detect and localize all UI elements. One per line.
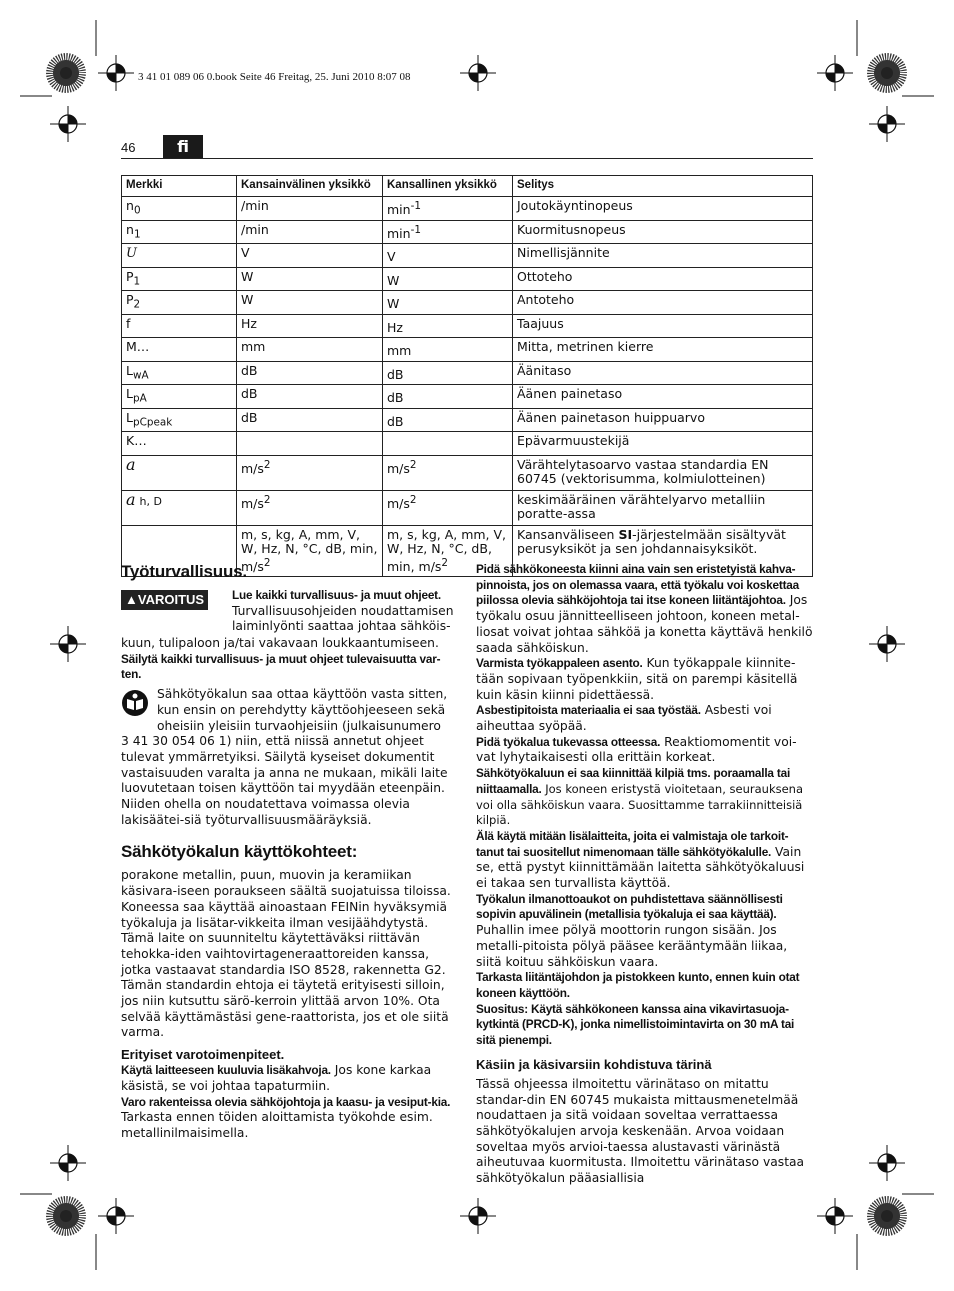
symbol-cell [122,314,237,338]
rule-bold: Työkalun ilmanottoaukot on puhdistettava säännöllisesti sopivin apuvälinein (metallisia työkaluja ei saa käyttää). [476,891,783,922]
special-text: Tarkasta ennen töiden aloittamista työkohde esim. metallinilmaisimella. [121,1110,433,1140]
symbol-cell [122,385,237,409]
intl-unit: dB [237,408,383,432]
manual-text: Sähkötyökalun saa ottaa käyttöön vasta sitten, kun ensin on perehdytty käyttöohjeeseen sekä oheisiin yleisiin turvaohjeisiin (julkaisunumero [157,687,448,733]
description: keskimääräinen värähtelyarvo metalliin poratte-assa [513,490,813,525]
keep-instructions-bold: Säilytä kaikki turvallisuus- ja muut ohjeet tulevaisuutta var-ten. [121,651,441,682]
national-unit: W [387,272,400,288]
subheading-special: Erityiset varotoimenpiteet. [121,1047,285,1063]
symbol-cell [122,244,237,268]
description: Mitta, metrinen kierre [513,338,813,362]
national-unit: Hz [387,319,403,335]
symbol-sub: 2 [133,298,141,311]
warning-bold-text: Lue kaikki turvallisuus- ja muut ohjeet. [232,588,441,602]
symbol: U [126,246,137,261]
rule-bold: Asbestipitoista materiaalia ei saa työstää. [476,703,701,718]
rule-text: Jos työkalu osuu jännitteelliseen johtoon, koneen metal-liosat voivat johtaa sähköä ja konetta käyttävä henkilö saada sähköiskun. [476,593,813,655]
national-unit-cell [383,385,513,409]
description: Äänen painetaso [513,385,813,409]
unit-sup: 2 [263,458,271,471]
table-row [122,197,813,221]
description: Kansanväliseen [517,526,619,542]
vibration-text: Tässä ohjeessa ilmoitettu värinätaso on mitattu standar-din EN 60745 mukaista mittausmenetelmää noudattaen ja sitä voidaan soveltaa verrattaessa sähkötyökalujen arvoja keskenään. Arvoa voidaan soveltaa myös arvioi-taessa alustavasti värinästä aiheutuvaa kuormitusta. Ilmoitettu värinätaso vastaa sähkötyökalun pääasiallisia [476,1076,805,1186]
book-file-line: 3 41 01 089 06 0.book Seite 46 Freitag, 25. Juni 2010 8:07 08 [138,71,411,83]
unit: m/s [387,460,410,476]
rule-text: Vain se, että pystyt kiinnittämään laitetta sähkötyökaluusi ei takaa sen turvallista käyttöä. [476,844,805,891]
national-unit-cell [383,244,513,268]
symbol-cell [122,267,237,291]
description: Nimellisjännite [513,244,813,268]
manual-note [121,687,457,734]
intl-unit: W [237,267,383,291]
table-row [122,490,813,525]
intl-unit: W [237,291,383,315]
unit: m/s [387,495,410,511]
unit-sup: 2 [263,493,271,506]
symbol-sub: pCpeak [132,416,173,428]
unit-sup: 2 [263,556,271,569]
symbol: P [126,292,134,307]
symbol-sub: 1 [133,275,141,287]
table-row [122,314,813,338]
national-unit-cell [383,338,513,362]
description: Värähtelytasoarvo vastaa standardia EN 60745 (vektorisumma, kolmiulotteinen) [513,455,813,490]
description: Joutokäyntinopeus [513,197,813,221]
national-unit: min [387,202,411,218]
special-text: Jos kone karkaa käsistä, se voi johtaa tapaturmiin. [121,1063,432,1093]
description: Äänen painetason huippuarvo [513,408,813,432]
symbol-cell [122,432,237,456]
header-rule [121,158,813,159]
intl-unit: Hz [237,314,383,338]
description-bold: SI [618,526,633,542]
symbol-cell [122,361,237,385]
unit-sup: 2 [409,458,417,471]
usage-text-generator: Tämä laite on suunniteltu käytettäväksi riittävän tehokka-iden vaihtovirtageneraattoreiden kanssa, jotka vastaavat standardia ISO 8528, rakennetta G2. Tämän standardin ehtoja ei täytetä erityisesti silloin, jos niin kutsuttu särö-kerroin ylittää arvon 10%. Ota selvää käyttämästäsi gene-raattorista, jos et ole siitä varma. [121,931,449,1040]
rule-bold: Varmista työkappaleen asento. [476,656,643,671]
language-tab: fi [163,135,203,158]
symbol-a: a [126,489,136,509]
page-number: 46 [121,140,136,155]
rule-text: Jos koneen eristystä vioitetaan, seurauksena voi olla sähköiskun vaara. Suosittamme tarrakiinnitteisiä kilpiä. [476,781,803,828]
table-row [122,455,813,490]
rule-text: Puhallin imee pölyä moottorin rungon sisään. Jos metalli-pitoista pölyä pääsee kerääntymään liikaa, siitä koituu sähköiskun vaara. [476,923,788,969]
col-header: Kansainvälinen yksikkö [237,176,383,197]
symbol-cell [122,220,237,244]
warning-text: Turvallisuusohjeiden noudattamisen laiminlyönti saattaa johtaa sähköis- [232,603,454,634]
table-row [122,338,813,362]
national-unit-cell [383,408,513,432]
warning-badge [121,590,208,610]
col-header: Kansallinen yksikkö [383,176,513,197]
description: Kuormitusnopeus [513,220,813,244]
symbol: L [126,362,133,378]
unit-sup: 2 [409,493,417,506]
unit: m/s [241,460,264,476]
rule-bold: Tarkasta liitäntäjohdon ja pistokkeen kunto, ennen kuin otat koneen käyttöön. [476,970,800,1000]
symbol-sub: 0 [133,204,141,217]
table-row [122,408,813,432]
description: -järjestelmään sisältyvät perusyksiköt ja sen johdannaisyksiköt. [517,526,786,556]
national-unit: dB [387,413,404,429]
right-column [476,562,813,1187]
rule-bold: Älä käytä mitään lisälaitteita, joita ei valmistaja ole tarkoit-tanut tai suositellut nimenomaan tälle sähkötyökalulle. [476,828,789,859]
table-row [122,361,813,385]
warning-label: VAROITUS [137,592,205,607]
symbol: L [126,409,133,425]
table-row [122,220,813,244]
national-unit-cell [383,267,513,291]
subheading-vibration: Käsiin ja käsivarsiin kohdistuva tärinä [476,1056,712,1072]
rule-text: Reaktiomomentit voi-vat lyhytaikaisesti olla erittäin korkeat. [476,734,797,765]
national-unit-cell [383,314,513,338]
rule-text: Kun työkappale kiinnite-tään sopivaan työpenkkiin, sitä on parempi käsitellä kuin käsin kiinni pidettäessä. [476,656,798,702]
unit: m/s [241,495,264,511]
rule-bold: Suositus: Käytä sähkökoneen kanssa aina vikavirtasuoja-kytkintä (PRCD-K), jonka nimellistoimintavirta on 30 mA tai sitä pienempi. [476,1001,795,1048]
left-column [121,562,457,1142]
unit: m, s, kg, A, mm, V, W, Hz, N, °C, dB, min, m/s [387,526,507,574]
national-unit-cell [383,291,513,315]
section-heading-usage: Sähkötyökalun käyttökohteet: [121,842,358,862]
rule-bold: Pidä työkalua tukevassa otteessa. [476,734,661,749]
national-unit: V [387,249,396,265]
intl-unit: V [237,244,383,268]
national-unit-cell [383,432,513,456]
national-unit-cell [383,220,513,244]
national-unit: mm [387,343,412,359]
national-unit: dB [387,390,404,406]
national-unit: W [387,296,400,312]
rule-bold: Pidä sähkökoneesta kiinni aina vain sen eristetyistä kahva-pinnoista, jos on olemassa vaara, että työkalu voi koskettaa piilossa olevia sähköjohtoja tai itse koneen liitäntäjohtoa. [476,562,800,608]
symbol-a: a [126,454,136,474]
rule-bold: Sähkötyökaluun ei saa kiinnittää kilpiä tms. poraamalla tai niittaamalla. [476,766,791,796]
symbol: f [126,315,131,331]
table-header-row [122,176,813,197]
description: Äänitaso [513,361,813,385]
rule-text: Asbesti voi aiheuttaa syöpää. [476,703,772,734]
national-unit: dB [387,366,404,382]
warning-triangle-icon: ▲ [125,592,138,607]
symbol-sub: wA [132,369,149,381]
section-heading-safety: Työturvallisuus. [121,562,247,581]
table-row [122,267,813,291]
national-unit: min [387,225,411,241]
symbol: L [126,386,133,401]
symbol-cell [122,291,237,315]
intl-unit: mm [237,338,383,362]
warning-block [121,588,457,636]
unit-sup: -1 [410,200,421,212]
col-header: Selitys [513,176,813,197]
symbol: n [126,221,134,237]
col-header: Merkki [122,176,237,197]
read-manual-icon [121,689,149,717]
warning-text-cont: kuun, tulipaloon ja/tai vakavaan loukkaantumiseen. [121,636,439,650]
usage-text: porakone metallin, puun, muovin ja keramiikan käsivara-iseen poraukseen säältä suojatuissa tiloissa. Koneessa saa käyttää ainoastaan FEINin hyväksymiä työkaluja ja lisätar-vikkeita ilman vesijäähdytystä. [121,868,451,930]
symbol-cell [122,338,237,362]
national-unit-cell [383,361,513,385]
intl-unit: dB [237,385,383,409]
symbol-cell [122,408,237,432]
symbol-sub: pA [132,392,147,405]
unit-sup: -1 [410,223,421,236]
symbol: n [126,198,134,213]
intl-unit: /min [237,220,383,244]
special-bold: Varo rakenteissa olevia sähköjohtoja ja kaasu- ja vesiput-kia. [121,1094,451,1109]
symbol-table [121,175,813,577]
description: Antoteho [513,291,813,315]
description: Epävarmuustekijä [513,432,813,456]
symbol: K… [126,433,147,448]
symbol: P [126,268,134,284]
unit: m, s, kg, A, mm, V, W, Hz, N, °C, dB, min, m/s [241,526,378,574]
intl-unit [237,432,383,456]
symbol-cell [122,197,237,221]
manual-text-cont: 3 41 30 054 06 1) niin, että niissä annetut ohjeet tulevat ymmärretyiksi. Säilytä kyseiset dokumentit vastaisuuden varalta ja anna ne mukaan, mikäli laite luovutetaan toisen käyttöön tai myydään eteenpäin. [121,734,448,796]
symbol-sub: h, D [139,494,162,508]
table-row [122,432,813,456]
table-row [122,291,813,315]
symbol: M… [126,339,150,354]
unit-sup: 2 [441,556,449,569]
symbol-sub: 1 [133,228,141,240]
description: Ottoteho [513,267,813,291]
table-row [122,244,813,268]
regulations-text: Niiden ohella on noudatettava voimassa olevia lakisäätei-siä työturvallisuusmääräyksiä. [121,797,410,827]
intl-unit: /min [237,197,383,221]
description: Taajuus [513,314,813,338]
special-bold: Käytä laitteeseen kuuluvia lisäkahvoja. [121,1063,331,1078]
table-row [122,385,813,409]
national-unit-cell [383,197,513,221]
intl-unit: dB [237,361,383,385]
